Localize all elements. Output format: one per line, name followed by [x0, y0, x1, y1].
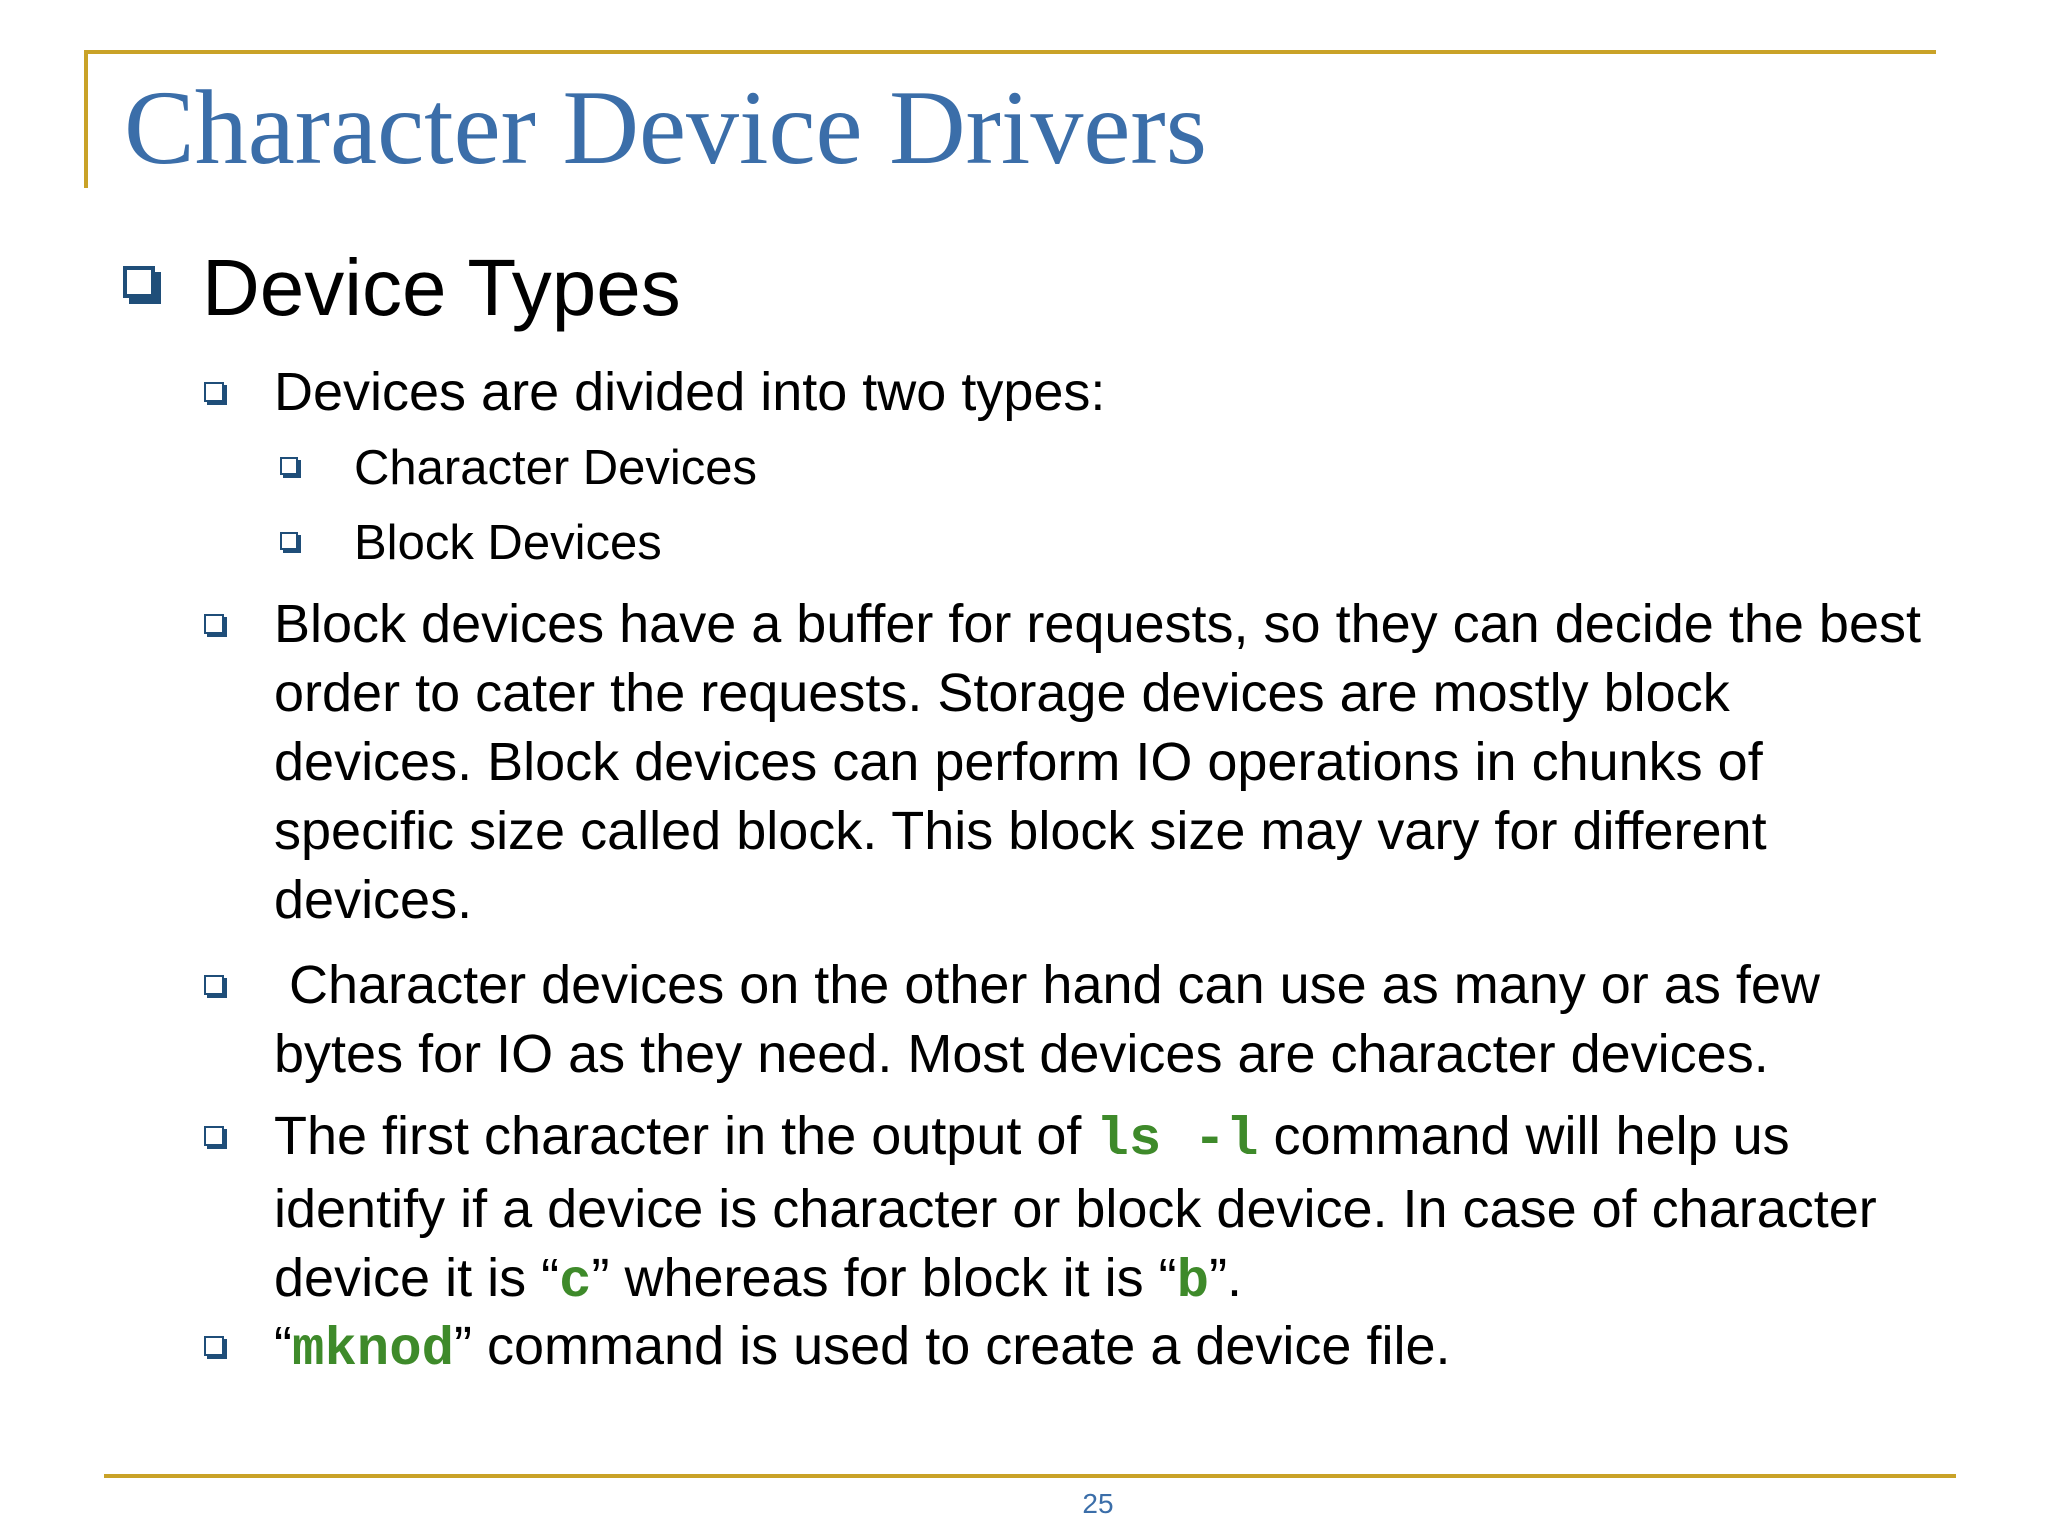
code-ls-l: ls -l: [1096, 1110, 1259, 1171]
bullet-text-mid2: ” whereas for block it is “: [591, 1248, 1177, 1308]
sub-bullet-item: [354, 512, 662, 574]
square-bullet-icon: [204, 1126, 224, 1146]
code-mknod: mknod: [291, 1320, 455, 1381]
footer-rule: [104, 1474, 1956, 1478]
bullet-text-rest: ” command is used to create a device file.: [454, 1316, 1451, 1376]
top-rule: [84, 50, 1936, 54]
square-bullet-icon: [204, 975, 224, 995]
code-b: b: [1176, 1252, 1210, 1313]
bullet-text-mid: command will help us identify if a device is character or block device. In case of character device it is “: [274, 1106, 1877, 1308]
sub-bullet-item: [354, 437, 757, 499]
left-rule: [84, 50, 88, 188]
square-bullet-icon: [280, 532, 298, 550]
bullet-text: Character devices on the other hand can use as many or as few bytes for IO as they need. Most devices are character devices.: [274, 955, 1820, 1084]
bullet-text-end: ”.: [1209, 1248, 1243, 1308]
square-bullet-icon: [204, 1336, 224, 1356]
page-number: 25: [1082, 1488, 1114, 1519]
code-c: c: [559, 1252, 592, 1313]
sub-bullet-text: Block Devices: [354, 516, 662, 570]
quote-open: “: [274, 1316, 292, 1376]
bullet-text: Devices are divided into two types:: [274, 362, 1106, 422]
square-bullet-icon: [204, 382, 224, 402]
bullet-item: [274, 358, 1934, 427]
square-bullet-icon: [280, 457, 298, 475]
bullet-item: [274, 1102, 1934, 1317]
bullet-item: [274, 590, 1934, 935]
heading-text: Device Types: [202, 243, 681, 332]
bullet-text-pre: The first character in the output of: [274, 1106, 1097, 1166]
bullet-text: Block devices have a buffer for requests, so they can decide the best order to cater the requests. Storage devices are mostly block devices. Block devices can perform IO operations in chunks of specific size called block. This block size may vary for different devices.: [274, 594, 1921, 930]
slide-title: Character Device Drivers: [124, 69, 1207, 186]
sub-bullet-text: Character Devices: [354, 441, 758, 495]
heading-device-types: [124, 244, 681, 332]
square-bullet-icon: [123, 266, 155, 298]
bullet-item: [274, 951, 1934, 1089]
square-bullet-icon: [204, 614, 224, 634]
bullet-item: [274, 1312, 1934, 1385]
